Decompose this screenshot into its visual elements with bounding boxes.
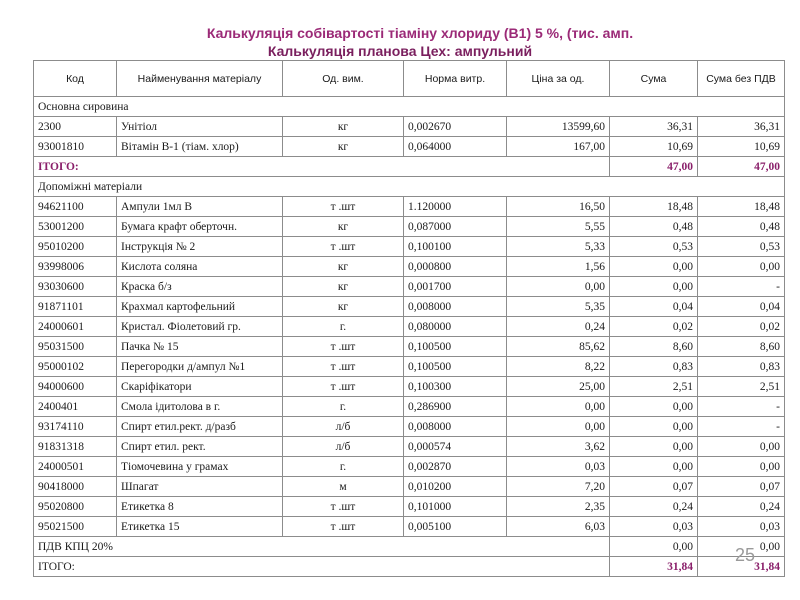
table-row xyxy=(34,257,785,277)
cell-sum: 0,48 xyxy=(610,217,698,237)
cell-code: 94000600 xyxy=(34,377,117,397)
cell-name: Пачка № 15 xyxy=(117,337,283,357)
table-row xyxy=(34,217,785,237)
cell-norm: 0,100100 xyxy=(404,237,507,257)
cell-sum: 0,07 xyxy=(610,477,698,497)
cell-sum: 36,31 xyxy=(610,117,698,137)
cell-code: 2400401 xyxy=(34,397,117,417)
cell-code: 91871101 xyxy=(34,297,117,317)
cell-norm: 0,001700 xyxy=(404,277,507,297)
cell-price: 13599,60 xyxy=(507,117,610,137)
cell-sum: 10,69 xyxy=(610,137,698,157)
document-title: Калькуляція собівартості тіаміну хлориду (В1) 5 %, (тис. амп. xyxy=(206,25,634,41)
header-sum-no-vat: Сума без ПДВ xyxy=(698,61,785,97)
cell-norm: 0,000800 xyxy=(404,257,507,277)
cell-norm: 0,064000 xyxy=(404,137,507,157)
vat-sum: 0,00 xyxy=(610,537,698,557)
cell-code: 93001810 xyxy=(34,137,117,157)
cell-sum-no-vat: 0,07 xyxy=(698,477,785,497)
cell-unit: т .шт xyxy=(283,377,404,397)
cell-name: Інструкція № 2 xyxy=(117,237,283,257)
cell-name: Смола ідитолова в г. xyxy=(117,397,283,417)
cell-unit: кг xyxy=(283,297,404,317)
section-row-main xyxy=(34,97,785,117)
cell-price: 5,33 xyxy=(507,237,610,257)
cell-price: 8,22 xyxy=(507,357,610,377)
table-row xyxy=(34,437,785,457)
cell-code: 24000501 xyxy=(34,457,117,477)
vat-row xyxy=(34,537,785,557)
cell-sum-no-vat: 0,03 xyxy=(698,517,785,537)
cell-unit: кг xyxy=(283,217,404,237)
cell-price: 0,00 xyxy=(507,417,610,437)
cell-unit: г. xyxy=(283,397,404,417)
header-code: Код xyxy=(34,61,117,97)
cell-unit: л/б xyxy=(283,437,404,457)
cell-code: 91831318 xyxy=(34,437,117,457)
table-row xyxy=(34,197,785,217)
total-row xyxy=(34,557,785,577)
cell-sum-no-vat: 0,83 xyxy=(698,357,785,377)
cell-norm: 0,100300 xyxy=(404,377,507,397)
cell-code: 93174110 xyxy=(34,417,117,437)
cell-sum-no-vat: 36,31 xyxy=(698,117,785,137)
cell-price: 1,56 xyxy=(507,257,610,277)
cell-name: Перегородки д/ампул №1 xyxy=(117,357,283,377)
cell-name: Унітіол xyxy=(117,117,283,137)
cell-norm: 1.120000 xyxy=(404,197,507,217)
table-row xyxy=(34,357,785,377)
cell-name: Спирт етил. рект. xyxy=(117,437,283,457)
header-price: Ціна за од. xyxy=(507,61,610,97)
table-row xyxy=(34,497,785,517)
total-sum-no-vat: 31,84 xyxy=(698,557,785,577)
cell-norm: 0,100500 xyxy=(404,357,507,377)
cell-name: Кристал. Фіолетовий гр. xyxy=(117,317,283,337)
cell-sum: 0,00 xyxy=(610,257,698,277)
cell-sum: 0,00 xyxy=(610,437,698,457)
subtotal-row xyxy=(34,157,785,177)
cell-price: 6,03 xyxy=(507,517,610,537)
cell-price: 7,20 xyxy=(507,477,610,497)
cell-unit: т .шт xyxy=(283,197,404,217)
cell-unit: т .шт xyxy=(283,517,404,537)
calculation-table xyxy=(33,60,785,577)
cell-sum-no-vat: 0,02 xyxy=(698,317,785,337)
document-subtitle: Калькуляція планова Цех: ампульний xyxy=(267,43,533,59)
table-row xyxy=(34,477,785,497)
cell-sum: 0,53 xyxy=(610,237,698,257)
cell-sum: 0,00 xyxy=(610,277,698,297)
cell-sum-no-vat: - xyxy=(698,397,785,417)
cell-name: Етикетка 8 xyxy=(117,497,283,517)
cell-price: 167,00 xyxy=(507,137,610,157)
section-row-auxiliary xyxy=(34,177,785,197)
cell-norm: 0,008000 xyxy=(404,417,507,437)
cell-code: 2300 xyxy=(34,117,117,137)
table-row xyxy=(34,377,785,397)
table-row xyxy=(34,277,785,297)
cell-unit: кг xyxy=(283,277,404,297)
header-row xyxy=(34,61,785,97)
vat-sum-no-vat: 0,00 xyxy=(698,537,785,557)
cell-sum-no-vat: 18,48 xyxy=(698,197,785,217)
table-row xyxy=(34,337,785,357)
vat-label: ПДВ КПЦ 20% xyxy=(34,537,610,557)
cell-sum-no-vat: 0,00 xyxy=(698,437,785,457)
total-sum: 31,84 xyxy=(610,557,698,577)
cell-sum: 2,51 xyxy=(610,377,698,397)
cell-code: 53001200 xyxy=(34,217,117,237)
cell-sum: 0,03 xyxy=(610,517,698,537)
cell-norm: 0,100500 xyxy=(404,337,507,357)
header-unit: Од. вим. xyxy=(283,61,404,97)
cell-name: Бумага крафт оберточн. xyxy=(117,217,283,237)
cell-sum: 18,48 xyxy=(610,197,698,217)
cell-sum-no-vat: 2,51 xyxy=(698,377,785,397)
cell-price: 16,50 xyxy=(507,197,610,217)
header-norm: Норма витр. xyxy=(404,61,507,97)
cell-unit: т .шт xyxy=(283,237,404,257)
cell-price: 85,62 xyxy=(507,337,610,357)
cell-name: Шпагат xyxy=(117,477,283,497)
cell-code: 95010200 xyxy=(34,237,117,257)
cell-code: 95031500 xyxy=(34,337,117,357)
cell-name: Вітамін В-1 (тіам. хлор) xyxy=(117,137,283,157)
subtotal-sum: 47,00 xyxy=(610,157,698,177)
cell-sum: 8,60 xyxy=(610,337,698,357)
cell-sum-no-vat: 0,48 xyxy=(698,217,785,237)
cell-code: 93998006 xyxy=(34,257,117,277)
cell-sum: 0,24 xyxy=(610,497,698,517)
cell-sum-no-vat: 0,04 xyxy=(698,297,785,317)
cell-sum-no-vat: 0,00 xyxy=(698,257,785,277)
cell-sum: 0,04 xyxy=(610,297,698,317)
cell-norm: 0,286900 xyxy=(404,397,507,417)
cell-name: Етикетка 15 xyxy=(117,517,283,537)
cell-price: 0,00 xyxy=(507,277,610,297)
cell-unit: м xyxy=(283,477,404,497)
cell-name: Кислота соляна xyxy=(117,257,283,277)
cell-norm: 0,002670 xyxy=(404,117,507,137)
cell-norm: 0,080000 xyxy=(404,317,507,337)
cell-unit: кг xyxy=(283,137,404,157)
cell-code: 94621100 xyxy=(34,197,117,217)
cell-sum: 0,02 xyxy=(610,317,698,337)
cell-unit: т .шт xyxy=(283,497,404,517)
cell-price: 0,00 xyxy=(507,397,610,417)
cell-sum-no-vat: - xyxy=(698,277,785,297)
cell-price: 5,55 xyxy=(507,217,610,237)
header-sum: Сума xyxy=(610,61,698,97)
cell-unit: кг xyxy=(283,257,404,277)
cell-code: 95021500 xyxy=(34,517,117,537)
cell-sum-no-vat: 8,60 xyxy=(698,337,785,357)
cell-price: 0,24 xyxy=(507,317,610,337)
cell-name: Крахмал картофельний xyxy=(117,297,283,317)
cell-price: 5,35 xyxy=(507,297,610,317)
cell-norm: 0,101000 xyxy=(404,497,507,517)
cell-unit: г. xyxy=(283,457,404,477)
cell-price: 3,62 xyxy=(507,437,610,457)
cell-sum-no-vat: 0,24 xyxy=(698,497,785,517)
slide-number: 25 xyxy=(734,545,755,565)
header-name: Найменування матеріалу xyxy=(117,61,283,97)
cell-sum: 0,83 xyxy=(610,357,698,377)
cell-unit: кг xyxy=(283,117,404,137)
cell-name: Скаріфікатори xyxy=(117,377,283,397)
cell-name: Тіомочевина у грамах xyxy=(117,457,283,477)
cell-unit: т .шт xyxy=(283,337,404,357)
cell-norm: 0,005100 xyxy=(404,517,507,537)
table-row xyxy=(34,237,785,257)
subtotal-label: ІТОГО: xyxy=(34,157,610,177)
cell-unit: л/б xyxy=(283,417,404,437)
total-label: ІТОГО: xyxy=(34,557,610,577)
table-row xyxy=(34,297,785,317)
cell-norm: 0,000574 xyxy=(404,437,507,457)
cell-name: Ампули 1мл В xyxy=(117,197,283,217)
cell-code: 93030600 xyxy=(34,277,117,297)
cell-price: 25,00 xyxy=(507,377,610,397)
table-row xyxy=(34,117,785,137)
cell-code: 95020800 xyxy=(34,497,117,517)
cell-price: 0,03 xyxy=(507,457,610,477)
table-row xyxy=(34,417,785,437)
cell-code: 24000601 xyxy=(34,317,117,337)
cell-unit: т .шт xyxy=(283,357,404,377)
table-row xyxy=(34,137,785,157)
cell-name: Спирт етил.рект. д/разб xyxy=(117,417,283,437)
cell-sum-no-vat: 0,00 xyxy=(698,457,785,477)
cell-norm: 0,087000 xyxy=(404,217,507,237)
cell-name: Краска б/з xyxy=(117,277,283,297)
cell-price: 2,35 xyxy=(507,497,610,517)
cell-sum-no-vat: 10,69 xyxy=(698,137,785,157)
cell-sum-no-vat: 0,53 xyxy=(698,237,785,257)
subtotal-sum-no-vat: 47,00 xyxy=(698,157,785,177)
cell-sum: 0,00 xyxy=(610,417,698,437)
table-row xyxy=(34,397,785,417)
cell-unit: г. xyxy=(283,317,404,337)
section-label: Основна сировина xyxy=(34,97,785,117)
cell-sum: 0,00 xyxy=(610,457,698,477)
cell-code: 95000102 xyxy=(34,357,117,377)
cell-sum: 0,00 xyxy=(610,397,698,417)
cell-norm: 0,008000 xyxy=(404,297,507,317)
table-row xyxy=(34,457,785,477)
cell-code: 90418000 xyxy=(34,477,117,497)
table-row xyxy=(34,317,785,337)
cell-sum-no-vat: - xyxy=(698,417,785,437)
cell-norm: 0,002870 xyxy=(404,457,507,477)
section-label: Допоміжні матеріали xyxy=(34,177,785,197)
table-row xyxy=(34,517,785,537)
cell-norm: 0,010200 xyxy=(404,477,507,497)
